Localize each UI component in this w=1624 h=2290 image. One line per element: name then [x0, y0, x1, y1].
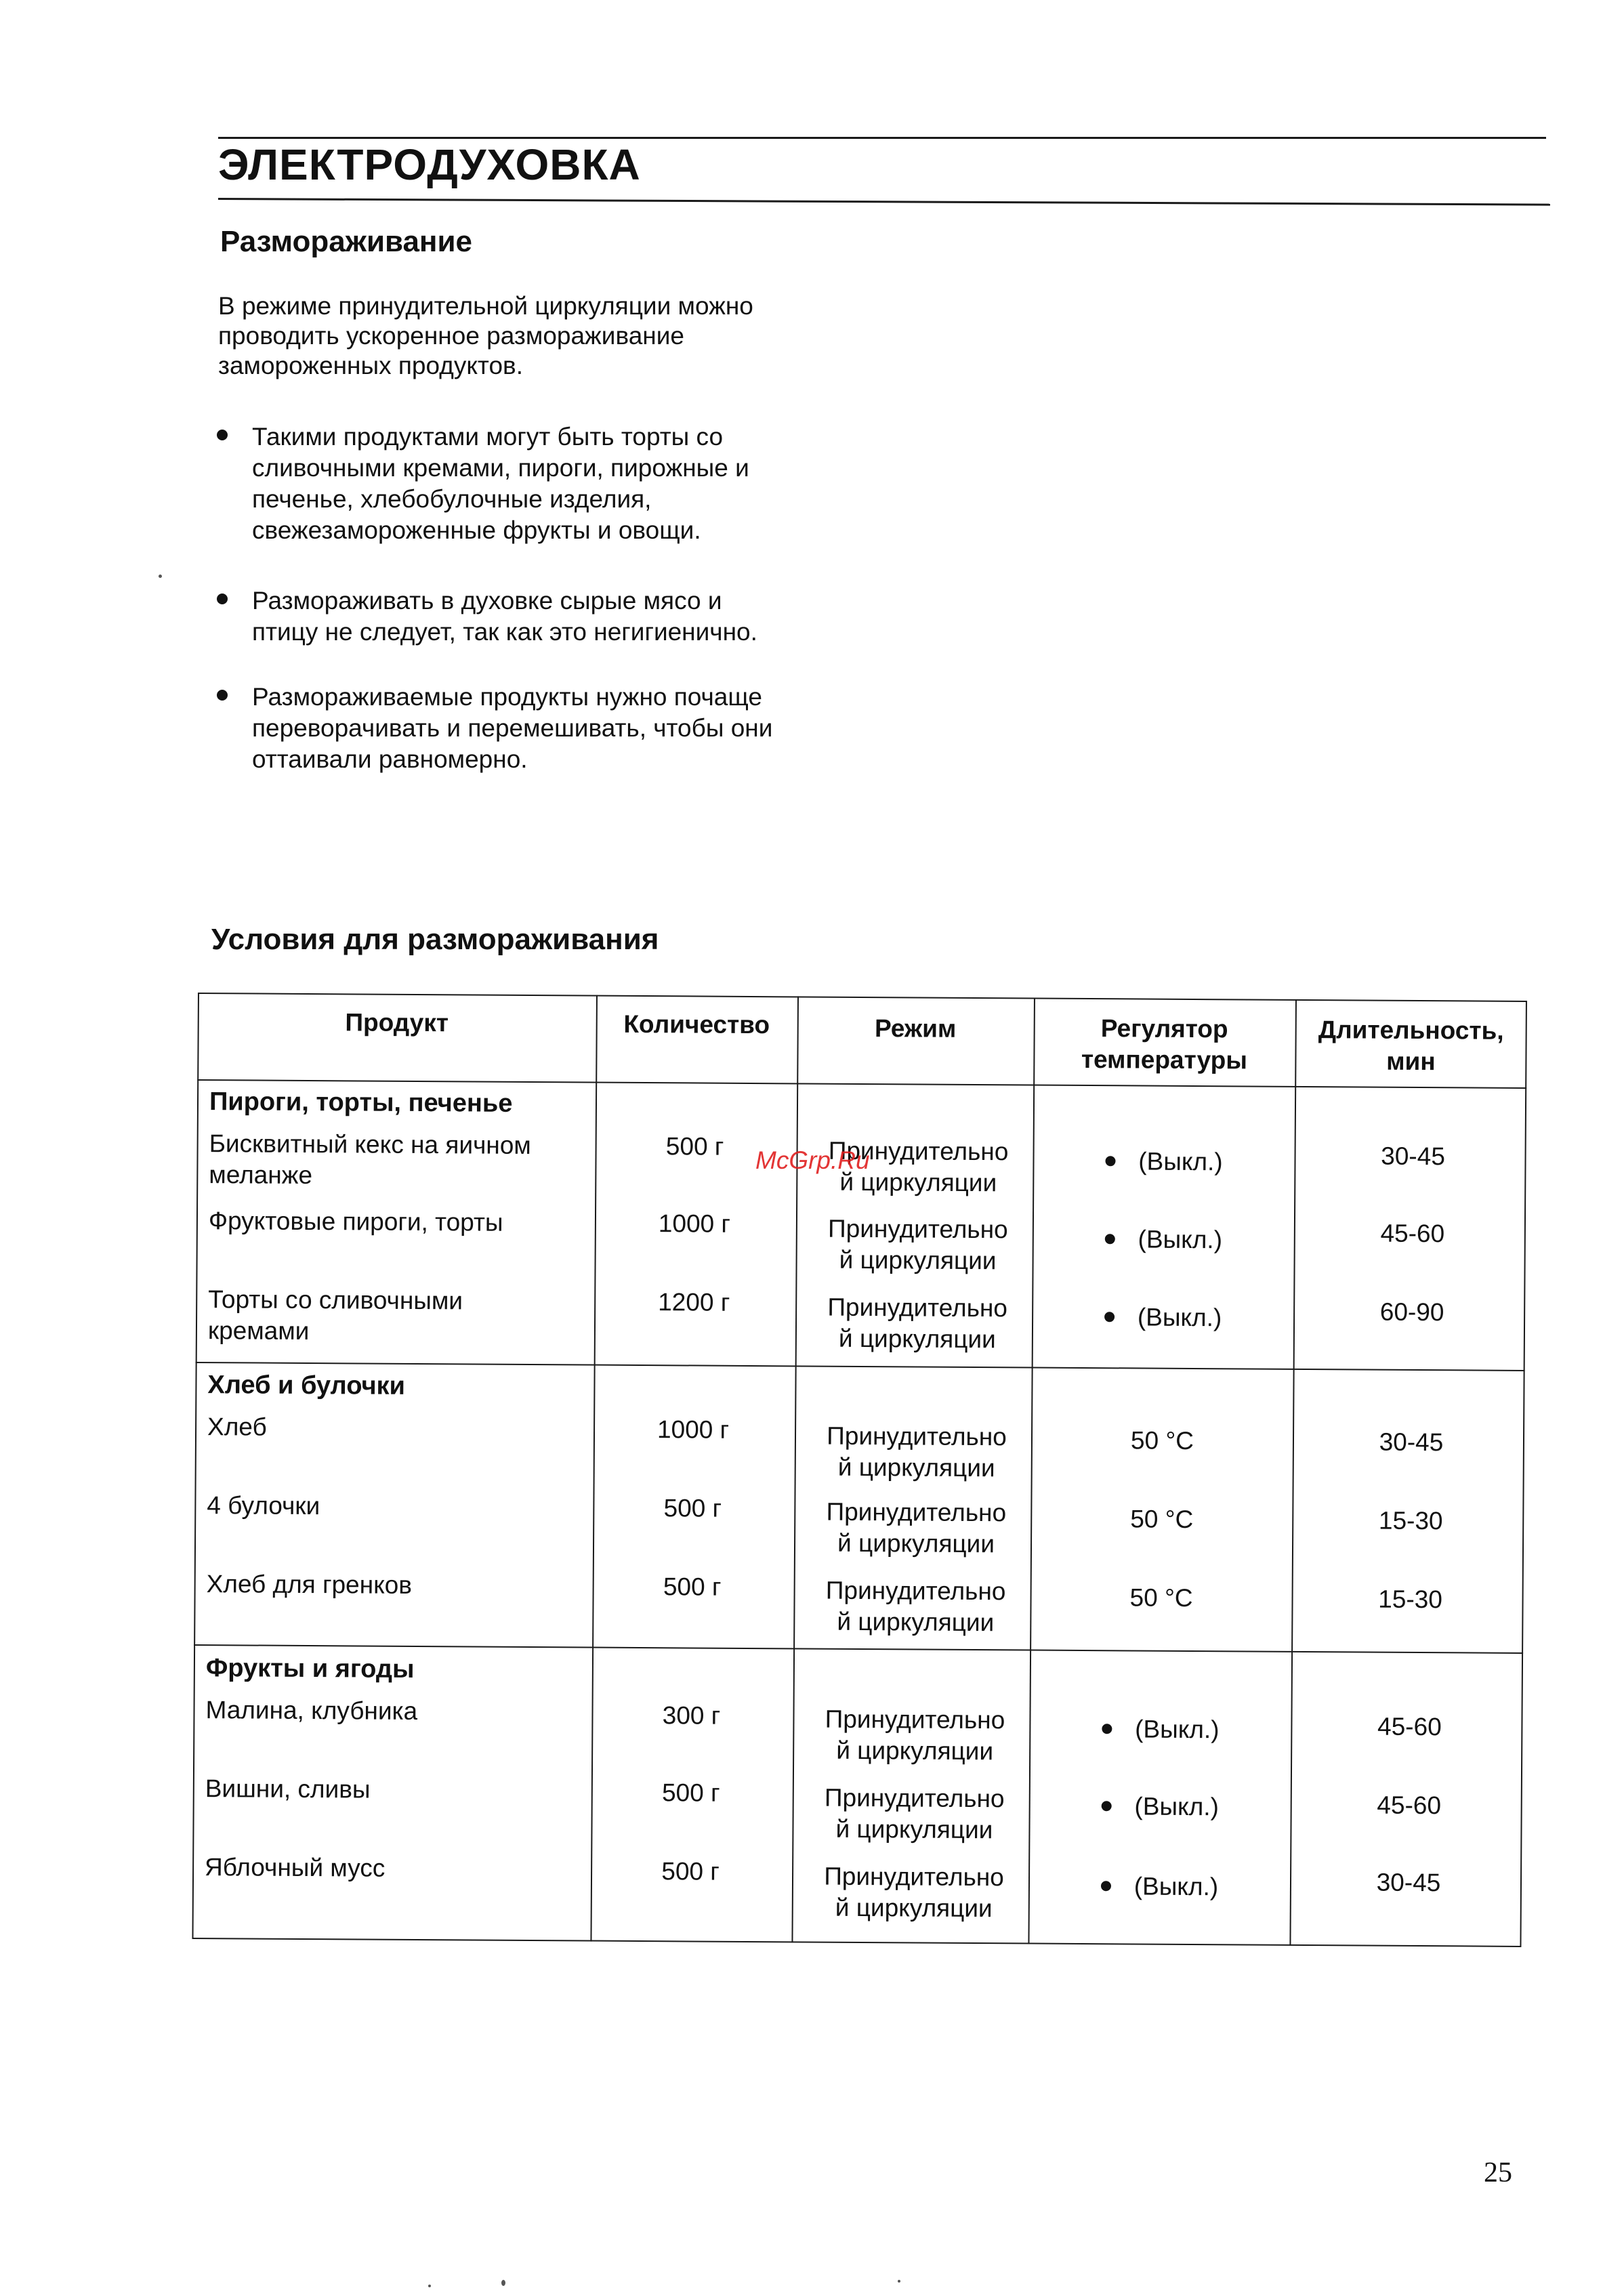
bullet-dot-icon — [217, 430, 228, 440]
bullet-item: Такими продуктами могут быть торты со сливочными кремами, пироги, пирожные и печенье, хлебобулочные изделия, свежезамороженные фрукты и овощи. — [210, 421, 860, 546]
cell-product: Бисквитный кекс на яичном меланже — [209, 1129, 531, 1190]
group-title: Фрукты и ягоды — [205, 1654, 415, 1684]
cell-mode: Принудительно й циркуляции — [826, 1497, 1007, 1558]
cell-duration: 30-45 — [1381, 1142, 1445, 1171]
bullet-dot-icon — [1104, 1312, 1115, 1322]
cell-temperature: (Выкл.) — [1040, 1224, 1287, 1256]
cell-quantity: 1000 г — [657, 1415, 730, 1444]
cell-quantity: 500 г — [661, 1857, 720, 1886]
cell-product: 4 булочки — [207, 1491, 320, 1520]
cell-duration: 45-60 — [1380, 1219, 1445, 1248]
bullet-list — [210, 421, 860, 816]
bullet-dot-icon — [217, 594, 228, 604]
cell-quantity: 500 г — [665, 1132, 724, 1161]
group-title: Хлеб и булочки — [207, 1371, 406, 1400]
cell-mode: Принудительно й циркуляции — [824, 1862, 1004, 1923]
cell-mode: Принудительно й циркуляции — [828, 1136, 1009, 1197]
section-title: ЭЛЕКТРОДУХОВКА — [218, 140, 641, 189]
intro-paragraph: В режиме принудительной циркуляции можно проводить ускоренное размораживание замороженных продуктов. — [218, 292, 753, 379]
cell-temperature: (Выкл.) — [1040, 1146, 1287, 1178]
cell-duration: 30-45 — [1379, 1428, 1444, 1457]
cell-temperature: (Выкл.) — [1039, 1302, 1287, 1334]
cell-mode: Принудительно й циркуляции — [825, 1705, 1005, 1766]
page-number: 25 — [1484, 2157, 1512, 2188]
cell-quantity: 1000 г — [658, 1209, 731, 1238]
bullet-dot-icon — [1105, 1156, 1115, 1166]
cell-duration: 45-60 — [1377, 1791, 1442, 1820]
cell-duration: 15-30 — [1378, 1506, 1443, 1535]
cell-temperature: 50 °C — [1129, 1583, 1193, 1612]
header-temperature: Регулятор температуры — [1081, 1014, 1248, 1075]
header-duration: Длительность, мин — [1318, 1016, 1504, 1076]
cell-mode: Принудительно й циркуляции — [827, 1421, 1007, 1482]
header-mode: Режим — [874, 1014, 957, 1043]
bullet-item: Размораживать в духовке сырые мясо и птицу не следует, так как это негигиенично. — [210, 585, 860, 648]
group-title: Пироги, торты, печенье — [209, 1087, 513, 1118]
cell-duration: 60-90 — [1379, 1297, 1444, 1327]
bullet-item: Размораживаемые продукты нужно почаще переворачивать и перемешивать, чтобы они оттаивали равномерно. — [210, 682, 860, 775]
cell-product: Яблочный мусс — [204, 1853, 386, 1882]
title-rule-bottom — [218, 198, 1550, 206]
cell-temperature: (Выкл.) — [1036, 1871, 1283, 1903]
cell-mode: Принудительно й циркуляции — [827, 1214, 1008, 1275]
title-rule-top — [218, 137, 1546, 139]
cell-temperature: (Выкл.) — [1037, 1713, 1284, 1746]
cell-product: Хлеб для гренков — [206, 1570, 413, 1599]
bullet-dot-icon — [1101, 1881, 1111, 1891]
header-product: Продукт — [345, 1008, 449, 1037]
scan-speck — [159, 575, 162, 578]
cell-quantity: 300 г — [662, 1701, 721, 1730]
scan-speck — [501, 2280, 505, 2286]
cell-product: Торты со сливочными кремами — [207, 1285, 463, 1346]
defrost-table — [192, 993, 1526, 1947]
cell-quantity: 500 г — [663, 1494, 722, 1522]
cell-quantity: 500 г — [661, 1778, 720, 1807]
cell-temperature: 50 °C — [1130, 1426, 1194, 1455]
cell-product: Хлеб — [207, 1413, 267, 1441]
cell-mode: Принудительно й циркуляции — [827, 1293, 1008, 1354]
bullet-dot-icon — [1101, 1801, 1111, 1811]
cell-duration: 45-60 — [1377, 1712, 1442, 1741]
cell-mode: Принудительно й циркуляции — [824, 1783, 1005, 1844]
bullet-dot-icon — [1102, 1724, 1112, 1734]
watermark: McGrp.Ru — [755, 1146, 870, 1174]
cell-quantity: 1200 г — [658, 1288, 730, 1316]
bullet-dot-icon — [217, 690, 228, 701]
cell-product: Вишни, сливы — [205, 1774, 371, 1804]
scan-speck — [428, 2285, 431, 2287]
cell-duration: 15-30 — [1378, 1585, 1443, 1614]
table-title: Условия для размораживания — [211, 923, 659, 956]
cell-temperature: 50 °C — [1130, 1505, 1194, 1533]
cell-mode: Принудительно й циркуляции — [825, 1576, 1006, 1637]
cell-quantity: 500 г — [663, 1573, 722, 1601]
scan-speck — [898, 2280, 900, 2283]
header-quantity: Количество — [623, 1009, 770, 1039]
cell-product: Малина, клубника — [205, 1696, 418, 1725]
cell-product: Фруктовые пироги, торты — [208, 1207, 503, 1236]
cell-temperature: (Выкл.) — [1037, 1791, 1284, 1823]
bullet-dot-icon — [1105, 1234, 1115, 1244]
subsection-title: Размораживание — [220, 225, 473, 258]
cell-duration: 30-45 — [1376, 1868, 1441, 1897]
